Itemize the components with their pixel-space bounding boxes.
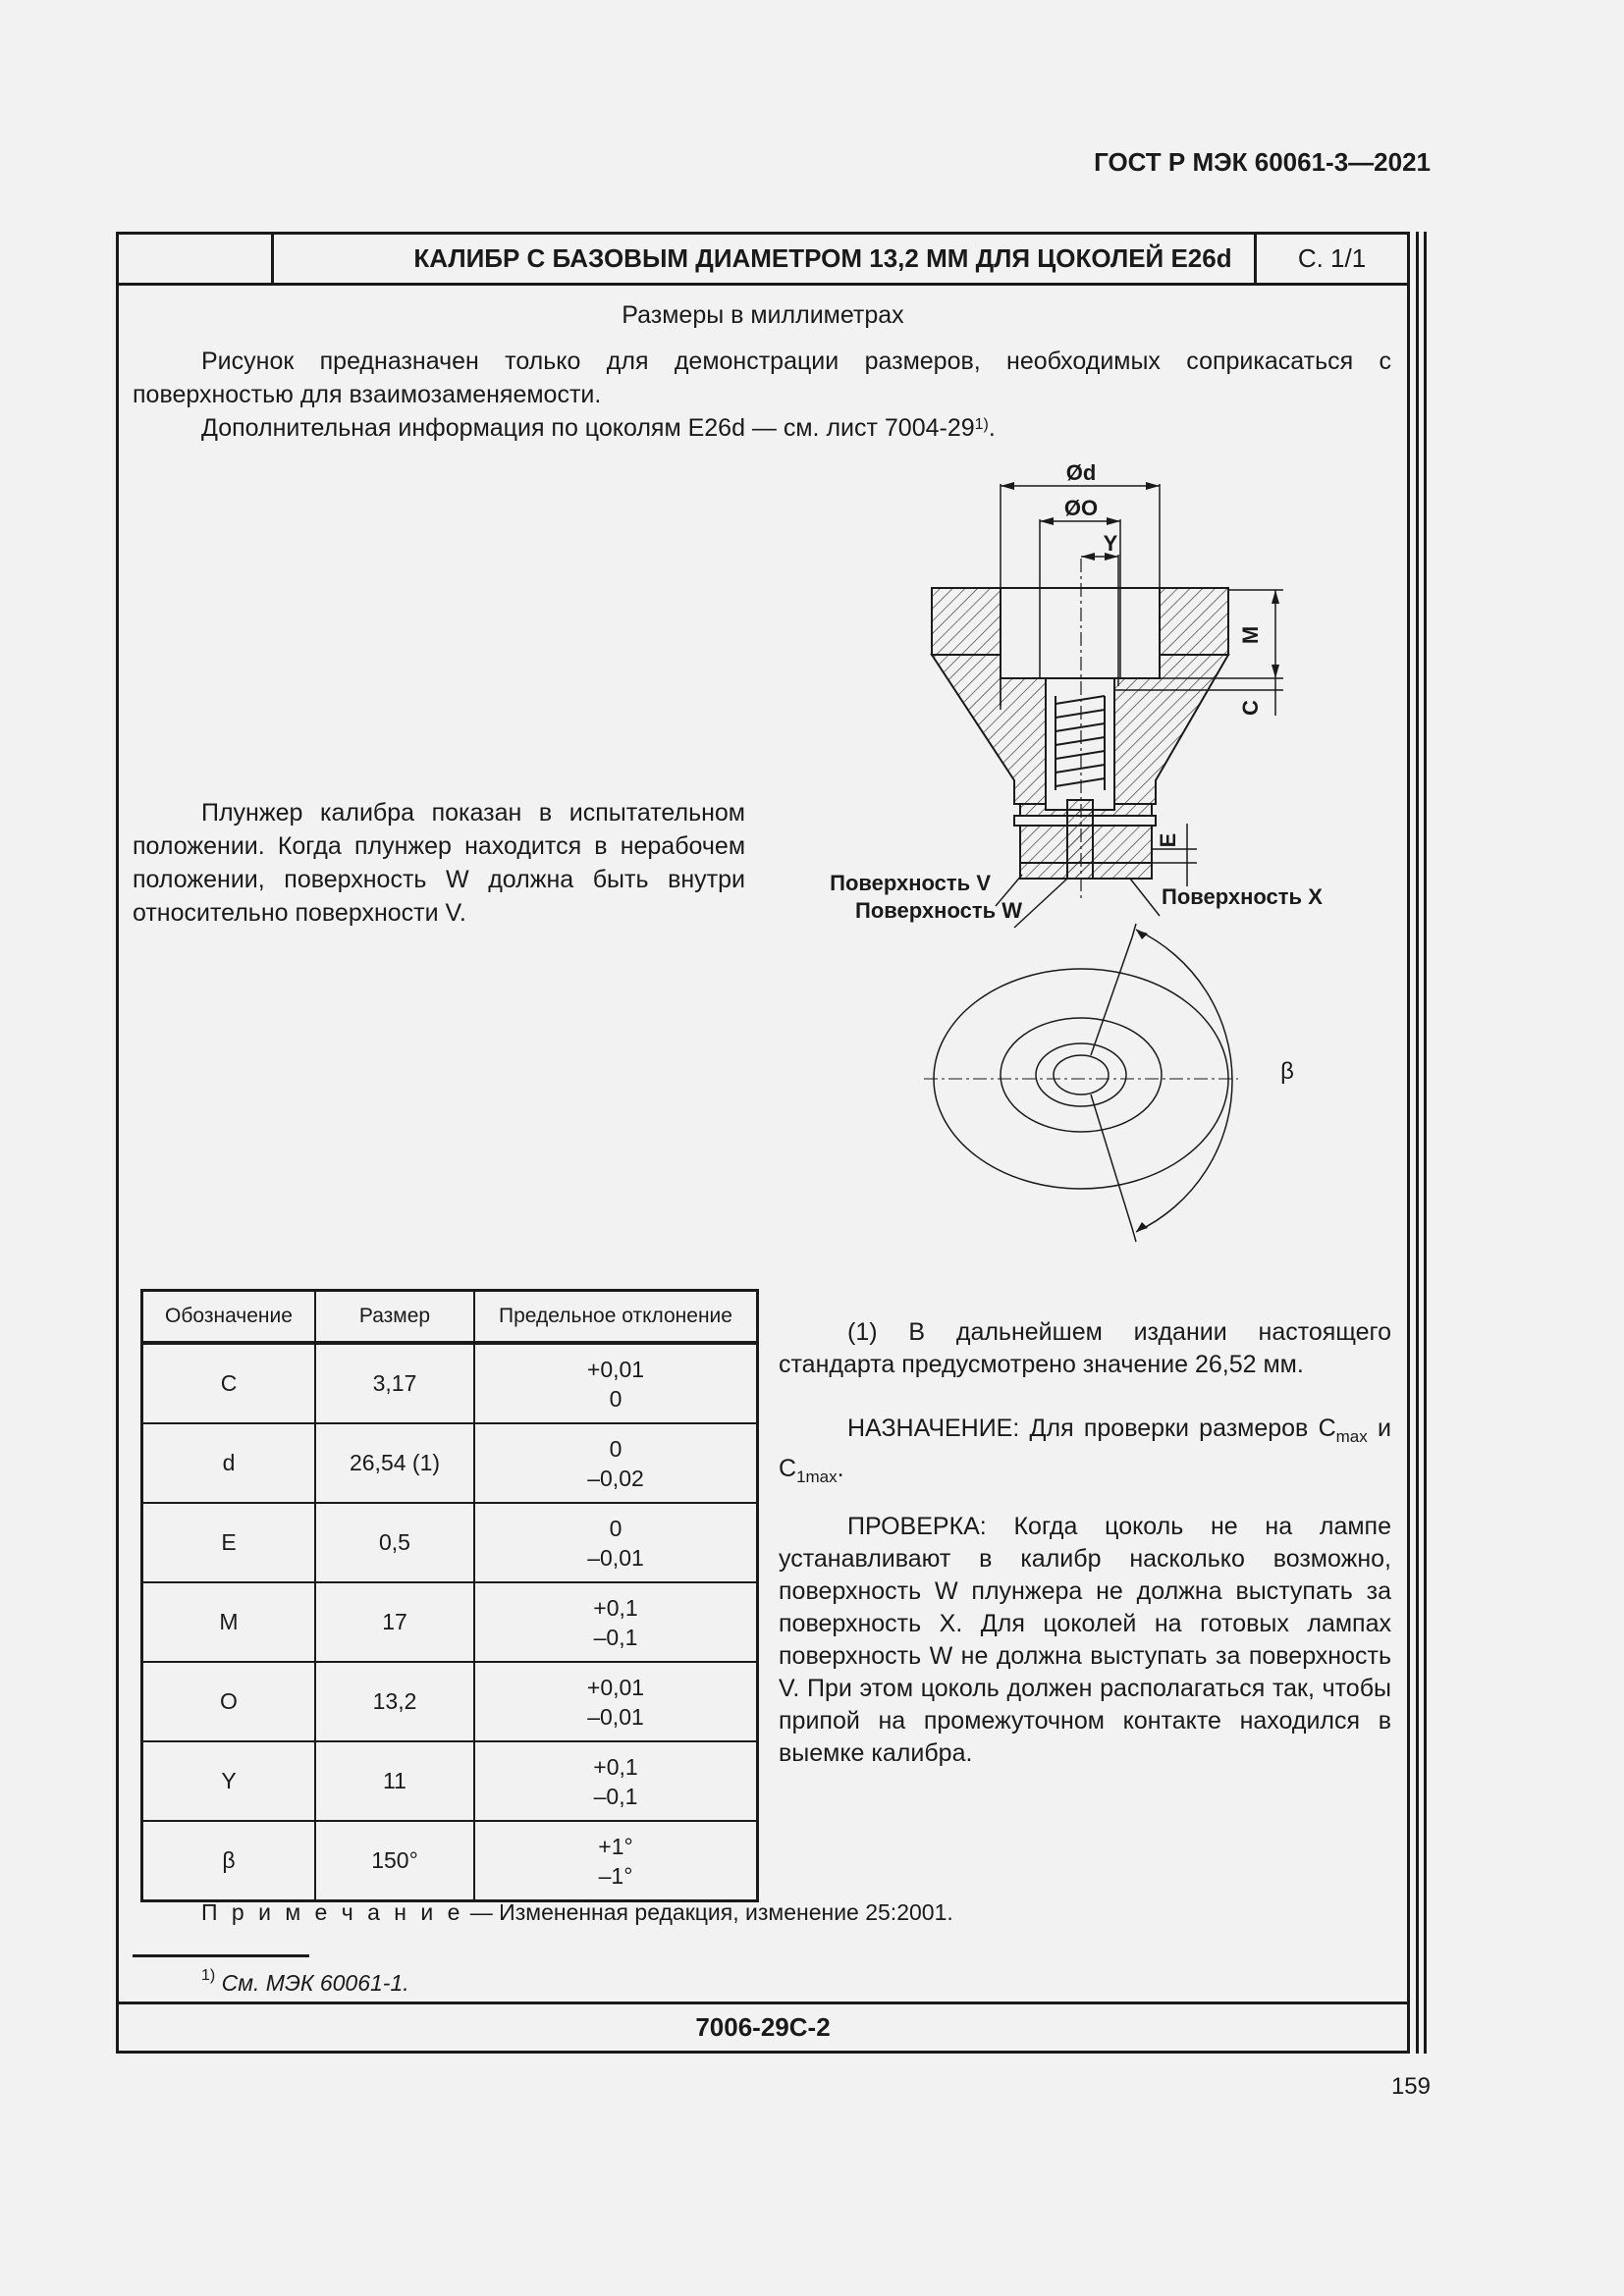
table-row xyxy=(142,1582,758,1662)
purpose-mid: и C xyxy=(779,1415,1391,1482)
cell-size: 150° xyxy=(315,1821,474,1901)
leader-surface-x xyxy=(1130,879,1160,916)
tolerance-upper: +1° xyxy=(598,1833,633,1859)
cell-size: 0,5 xyxy=(315,1503,474,1582)
cell-size: 11 xyxy=(315,1741,474,1821)
purpose-sub-max: max xyxy=(1335,1427,1368,1446)
purpose-sub-1max: 1max xyxy=(796,1468,838,1486)
angle-arc-beta xyxy=(1136,930,1232,1232)
check-paragraph: ПРОВЕРКА: Когда цоколь не на лампе устанавливают в калибр насколько возможно, поверхность W плунжера не должна выступать за поверхность X. Для цоколей на готовых лампах поверхность W не должна выступать за поверхность V. При этом цоколь должен располагаться так, чтобы припой на промежуточном контакте находился в выемке калибра. xyxy=(779,1513,1391,1767)
label-y: Y xyxy=(1103,531,1118,556)
cell-symbol: C xyxy=(142,1343,316,1423)
table-row xyxy=(142,1503,758,1582)
cell-size: 13,2 xyxy=(315,1662,474,1741)
tolerance-lower: –0,1 xyxy=(593,1783,638,1809)
cell-tolerance xyxy=(474,1821,758,1901)
label-o: ØO xyxy=(1063,496,1099,520)
cell-size: 3,17 xyxy=(315,1343,474,1423)
cell-symbol: Y xyxy=(142,1741,316,1821)
label-beta: β xyxy=(1280,1058,1294,1085)
table-row xyxy=(142,1343,758,1423)
remark-label: П р и м е ч а н и е xyxy=(201,1899,464,1925)
cell-symbol: E xyxy=(142,1503,316,1582)
gauge-plan-view xyxy=(924,924,1238,1242)
frame-edge-line xyxy=(1424,232,1427,2054)
remark-text: — Измененная редакция, изменение 25:2001. xyxy=(463,1899,953,1925)
tolerance-lower: –0,1 xyxy=(593,1624,638,1650)
cell-symbol: β xyxy=(142,1821,316,1901)
table-header-row xyxy=(142,1291,758,1344)
cell-tolerance xyxy=(474,1662,758,1741)
tolerance-lower: –0,02 xyxy=(587,1465,644,1491)
footnote-text: См. МЭК 60061-1. xyxy=(215,1970,409,1996)
purpose-paragraph xyxy=(779,1413,1391,1493)
table-row xyxy=(142,1662,758,1741)
info-footnote-ref: 1) xyxy=(974,416,989,433)
cell-symbol: O xyxy=(142,1662,316,1741)
tolerance-lower: –0,01 xyxy=(587,1544,644,1571)
info-suffix: . xyxy=(988,414,996,442)
tolerance-upper: +0,1 xyxy=(593,1594,638,1621)
header-size: Размер xyxy=(315,1291,474,1344)
table-row xyxy=(142,1821,758,1901)
footnote-separator xyxy=(133,1954,309,1957)
future-edition-note: (1) В дальнейшем издании настоящего стандарта предусмотрено значение 26,52 мм. xyxy=(779,1318,1391,1378)
bore-d xyxy=(1001,588,1160,678)
label-surface-x: Поверхность X xyxy=(1162,884,1323,909)
tolerance-lower: –1° xyxy=(598,1862,633,1889)
tolerance-upper: +0,01 xyxy=(586,1356,645,1382)
leader-surface-w xyxy=(1014,879,1067,928)
table-row xyxy=(142,1741,758,1821)
plunger xyxy=(1067,800,1093,879)
table-row xyxy=(142,1423,758,1503)
cell-tolerance xyxy=(474,1582,758,1662)
page-number: 159 xyxy=(1390,2073,1431,2100)
tolerance-upper: 0 xyxy=(609,1515,623,1541)
sheet-number: С. 1/1 xyxy=(1254,235,1407,283)
cell-tolerance xyxy=(474,1423,758,1503)
footnote xyxy=(201,1967,409,1997)
remark xyxy=(201,1899,953,1926)
sheet-title: КАЛИБР С БАЗОВЫМ ДИАМЕТРОМ 13,2 ММ ДЛЯ ЦОКОЛЕЙ E26d xyxy=(413,243,1232,273)
dimensions-table xyxy=(140,1289,759,1902)
document-code: ГОСТ Р МЭК 60061-3—2021 xyxy=(1094,147,1431,177)
cell-symbol: M xyxy=(142,1582,316,1662)
frame-edge-line xyxy=(1416,232,1419,2054)
sheet-frame xyxy=(116,232,1410,2054)
label-d: Ød xyxy=(1065,460,1097,485)
tolerance-upper: +0,1 xyxy=(593,1753,638,1780)
purpose-text: НАЗНАЧЕНИЕ: Для проверки размеров C xyxy=(847,1415,1336,1442)
sheet-footer-code: 7006-29C-2 xyxy=(119,2002,1407,2051)
footnote-mark: 1) xyxy=(201,1967,216,1984)
header-designation: Обозначение xyxy=(142,1291,316,1344)
cell-symbol: d xyxy=(142,1423,316,1503)
plunger-paragraph: Плунжер калибра показан в испытательном положении. Когда плунжер находится в нерабочем положении, поверхность W должна быть внутри относительно поверхности V. xyxy=(133,799,745,927)
label-surface-w: Поверхность W xyxy=(855,898,1022,923)
label-c: C xyxy=(1238,700,1263,716)
tolerance-upper: +0,01 xyxy=(586,1674,645,1700)
cell-tolerance xyxy=(474,1741,758,1821)
cell-tolerance xyxy=(474,1503,758,1582)
label-e: E xyxy=(1156,832,1180,848)
intro-paragraph: Рисунок предназначен только для демонстрации размеров, необходимых соприкасаться с поверхностью для взаимозаменяемости. xyxy=(133,347,1391,408)
units-note: Размеры в миллиметрах xyxy=(622,301,904,329)
cell-tolerance xyxy=(474,1343,758,1423)
tolerance-lower: 0 xyxy=(609,1385,623,1412)
tolerance-upper: 0 xyxy=(609,1435,623,1462)
cell-size: 17 xyxy=(315,1582,474,1662)
label-surface-v: Поверхность V xyxy=(830,871,991,895)
header-tolerance: Предельное отклонение xyxy=(474,1291,758,1344)
cell-size: 26,54 (1) xyxy=(315,1423,474,1503)
info-text: Дополнительная информация по цоколям E26d — см. лист 7004-29 xyxy=(201,414,975,442)
purpose-suffix: . xyxy=(837,1455,844,1482)
tolerance-lower: –0,01 xyxy=(587,1703,644,1730)
label-m: M xyxy=(1238,625,1263,645)
